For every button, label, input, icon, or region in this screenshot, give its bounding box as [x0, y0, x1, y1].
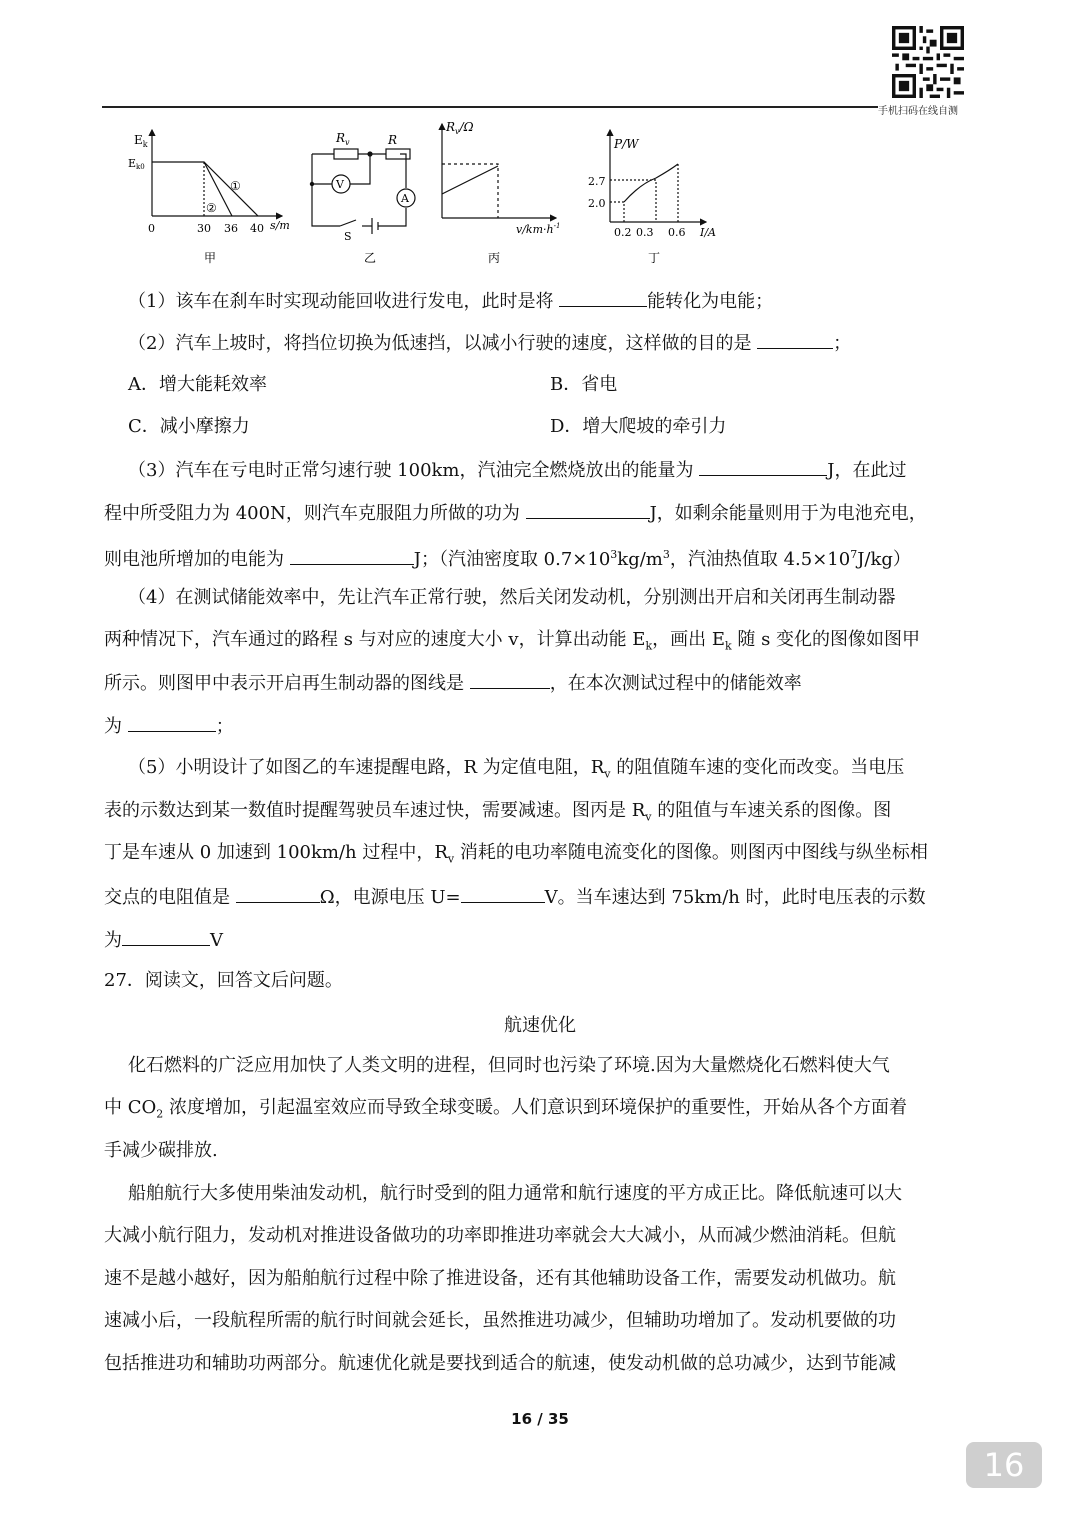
option-c[interactable]: C．减小摩擦力: [128, 416, 250, 437]
question-4-line-1: （4）在测试储能效率中，先让汽车正常行驶，然后关闭发动机，分别测出开启和关闭再生制动器: [128, 587, 896, 608]
jia-xtick-36: 36: [224, 222, 238, 235]
answer-blank-4a[interactable]: [470, 670, 550, 689]
qr-code: [892, 26, 964, 98]
jia-caption: 甲: [204, 251, 217, 265]
question-27-stem: 27．阅读文，回答文后问题。: [104, 970, 343, 991]
ding-ylabel: P/W: [614, 137, 639, 151]
question-1: （1）该车在刹车时实现动能回收进行发电，此时是将 能转化为电能；: [128, 288, 773, 314]
jia-xtick-0: 0: [148, 222, 155, 235]
bing-ylabel: $R_v/\Omega$: [446, 120, 474, 136]
question-5-line-2: 表的示数达到某一数值时提醒驾驶员车速过快，需要减速。图丙是 $R_v$ 的阻值与车速关系的图像。图: [104, 800, 892, 824]
question-4-line-2: 两种情况下，汽车通过的路程 s 与对应的速度大小 v，计算出动能 $E_k$，画出 $E_k$ 随 s 变化的图像如图甲: [104, 629, 921, 653]
article-p2-line-2: 大减小航行阻力，发动机对推进设备做功的功率即推进功率就会大大减小，从而减少燃油消耗。但航: [104, 1225, 896, 1246]
question-5-line-5: 为 V: [104, 927, 223, 953]
yi-switch: S: [344, 230, 352, 243]
figures-row: [100, 118, 740, 268]
ding-caption: 丁: [648, 251, 661, 265]
option-b[interactable]: B．省电: [550, 374, 618, 395]
yi-rv: $R_v$: [336, 131, 350, 147]
question-3-line-3: 则电池所增加的电能为 J；（汽油密度取 $0.7\times 10^3kg/m^3$，汽油热值取 $4.5\times 10^7J/kg$）: [104, 548, 911, 570]
jia-ylabel: $E_k$: [134, 133, 148, 149]
yi-junction: [367, 151, 372, 156]
article-p2-line-1: 船舶航行大多使用柴油发动机，航行时受到的阻力通常和航行速度的平方成正比。降低航速可以大: [128, 1183, 902, 1204]
question-3-line-1: （3）汽车在亏电时正常匀速行驶 100km，汽油完全燃烧放出的能量为 J，在此过: [128, 457, 906, 483]
jia-xtick-30: 30: [197, 222, 211, 235]
ding-xlabel: I/A: [700, 226, 716, 239]
bing-caption: 丙: [488, 251, 501, 265]
voltmeter-label: V: [336, 178, 344, 191]
answer-blank-5c[interactable]: [122, 927, 210, 946]
ding-xtick-06: 0.6: [668, 226, 686, 239]
figure-jia: [152, 130, 282, 216]
article-p1-line-3: 手减少碳排放.: [104, 1140, 218, 1161]
yi-r: R: [388, 133, 398, 147]
answer-blank-1[interactable]: [559, 288, 647, 307]
question-4-line-3: 所示。则图甲中表示开启再生制动器的图线是 ，在本次测试过程中的储能效率: [104, 670, 802, 696]
article-p1-line-2: 中 $CO_2$ 浓度增加，引起温室效应而导致全球变暖。人们意识到环境保护的重要性，开始从各个方面着: [104, 1097, 907, 1121]
question-4-line-4: 为 ；: [104, 713, 234, 739]
jia-curve-1: ①: [230, 179, 241, 193]
ding-ytick-27: 2.7: [588, 175, 606, 188]
ammeter-label: A: [401, 192, 409, 205]
jia-ytick: Ek0: [128, 157, 145, 171]
question-2: （2）汽车上坡时，将挡位切换为低速挡，以减小行驶的速度，这样做的目的是 ；: [128, 330, 851, 356]
question-5-line-4: 交点的电阻值是 Ω，电源电压 U= V。当车速达到 75km/h 时，此时电压表的示数: [104, 884, 926, 910]
figure-yi: [312, 149, 415, 234]
page-badge: 16: [966, 1442, 1042, 1488]
article-p2-line-5: 包括推进功和辅助功两部分。航速优化就是要找到适合的航速，使发动机做的总功减少，达到节能减: [104, 1353, 896, 1374]
question-3-line-2: 程中所受阻力为 400N，则汽车克服阻力所做的功为 J，如剩余能量则用于为电池充电，: [104, 500, 927, 526]
answer-blank-3c[interactable]: [290, 546, 414, 565]
article-p1-line-1: 化石燃料的广泛应用加快了人类文明的进程，但同时也污染了环境.因为大量燃烧化石燃料使大气: [128, 1055, 890, 1076]
header-rule: [102, 106, 878, 108]
answer-blank-2[interactable]: [757, 330, 833, 349]
bing-xlabel: $v/km\cdot h^{-1}$: [516, 222, 561, 236]
answer-blank-3b[interactable]: [526, 500, 650, 519]
answer-blank-5b[interactable]: [461, 884, 545, 903]
answer-blank-3a[interactable]: [699, 457, 827, 476]
question-5-line-3: 丁是车速从 0 加速到 100km/h 过程中，$R_v$ 消耗的电功率随电流变化的图像。则图丙中图线与纵坐标相: [104, 842, 928, 866]
yi-junction-2: [310, 182, 314, 186]
question-5-line-1: （5）小明设计了如图乙的车速提醒电路，R 为定值电阻，$R_v$ 的阻值随车速的变化而改变。当电压: [128, 757, 905, 781]
jia-curve-2: ②: [206, 201, 217, 215]
jia-xtick-40: 40: [250, 222, 264, 235]
ding-xtick-03: 0.3: [636, 226, 654, 239]
option-d[interactable]: D．增大爬坡的牵引力: [550, 416, 727, 437]
ding-xtick-02: 0.2: [614, 226, 632, 239]
page-number: 16 / 35: [511, 1410, 569, 1428]
jia-xlabel: s/m: [270, 219, 290, 232]
answer-blank-5a[interactable]: [236, 884, 320, 903]
option-a[interactable]: A．增大能耗效率: [128, 374, 267, 395]
article-title: 航速优化: [504, 1015, 576, 1036]
answer-blank-4b[interactable]: [128, 713, 216, 732]
qr-caption: 手机扫码在线自测: [878, 106, 958, 117]
figure-bing: [442, 124, 556, 218]
article-p2-line-4: 速减小后，一段航程所需的航行时间就会延长，虽然推进功减少，但辅助功增加了。发动机要做的功: [104, 1310, 896, 1331]
yi-caption: 乙: [364, 251, 377, 265]
article-p2-line-3: 速不是越小越好，因为船舶航行过程中除了推进设备，还有其他辅助设备工作，需要发动机做功。航: [104, 1268, 896, 1289]
ding-ytick-20: 2.0: [588, 197, 606, 210]
